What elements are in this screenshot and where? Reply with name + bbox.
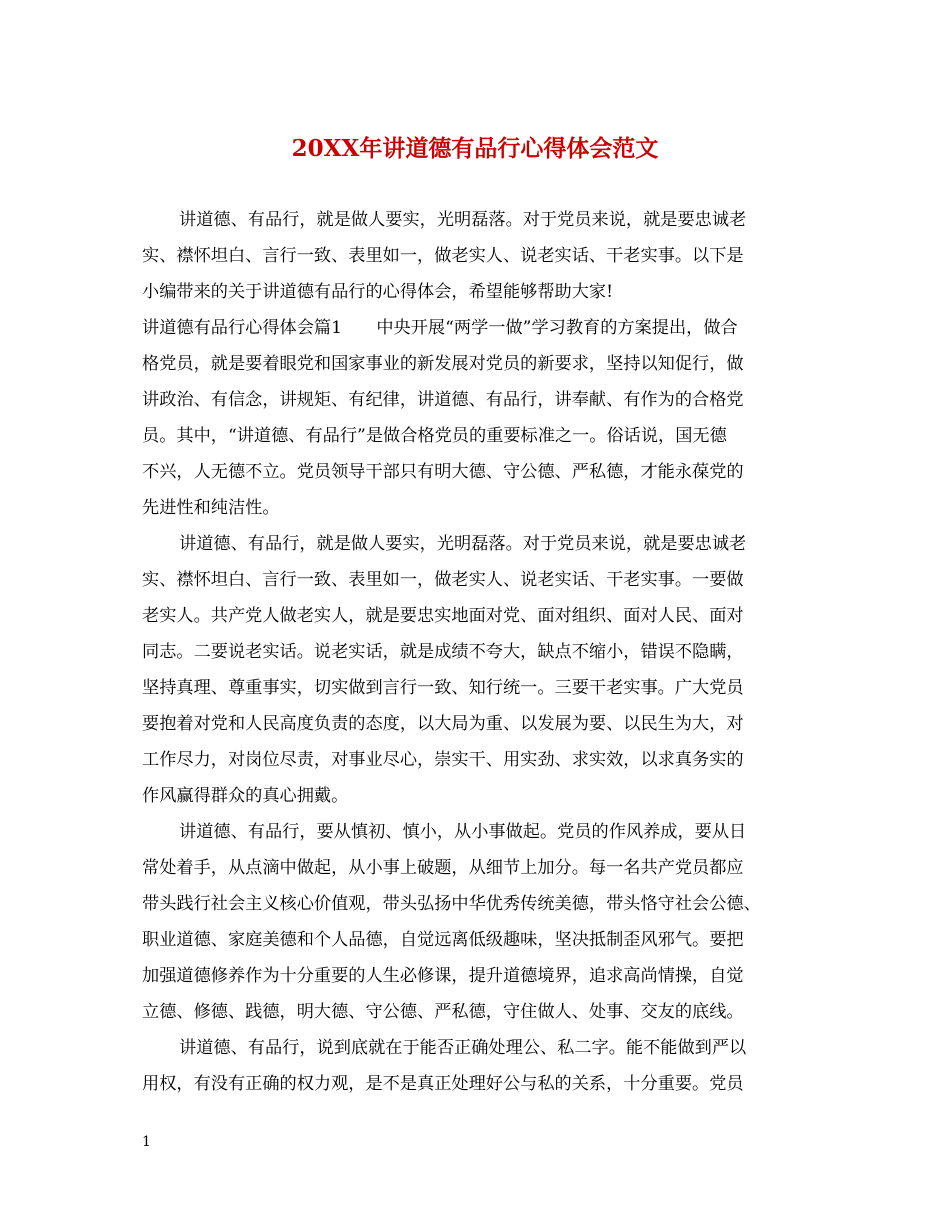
document-title: 20XX年讲道德有品行心得体会范文 — [291, 135, 659, 162]
body-line: 先进性和纯洁性。 — [142, 498, 280, 518]
body-line: 讲道德有品行心得体会篇1 中央开展“两学一做”学习教育的方案提出，做合 — [142, 318, 738, 338]
body-line: 用权，有没有正确的权力观，是不是真正处理好公与私的关系，十分重要。党员 — [142, 1074, 744, 1094]
body-line: 实、襟怀坦白、言行一致、表里如一，做老实人、说老实话、干老实事。一要做 — [142, 570, 744, 590]
page-number: 1 — [142, 1134, 151, 1150]
body-line: 立德、修德、践德，明大德、守公德、严私德，守住做人、处事、交友的底线。 — [142, 1002, 744, 1022]
body-line: 不兴，人无德不立。党员领导干部只有明大德、守公德、严私德，才能永葆党的 — [142, 462, 744, 482]
body-line: 员。其中，“讲道德、有品行”是做合格党员的重要标准之一。俗话说，国无德 — [142, 426, 727, 446]
body-line: 作风赢得群众的真心拥戴。 — [142, 786, 349, 806]
body-line: 加强道德修养作为十分重要的人生必修课，提升道德境界，追求高尚情操，自觉 — [142, 966, 744, 986]
body-line: 格党员，就是要着眼党和国家事业的新发展对党员的新要求，坚持以知促行，做 — [142, 354, 744, 374]
body-line: 实、襟怀坦白、言行一致、表里如一，做老实人、说老实话、干老实事。以下是 — [142, 246, 744, 266]
document-body — [142, 202, 827, 1102]
body-line: 同志。二要说老实话。说老实话，就是成绩不夸大，缺点不缩小，错误不隐瞒， — [142, 642, 744, 662]
body-line: 职业道德、家庭美德和个人品德，自觉远离低级趣味，坚决抵制歪风邪气。要把 — [142, 930, 744, 950]
body-line: 讲政治、有信念，讲规矩、有纪律，讲道德、有品行，讲奉献、有作为的合格党 — [142, 390, 744, 410]
body-line: 讲道德、有品行，就是做人要实，光明磊落。对于党员来说，就是要忠诚老 — [179, 210, 747, 230]
body-line: 带头践行社会主义核心价值观，带头弘扬中华优秀传统美德，带头恪守社会公德、 — [142, 894, 761, 914]
body-line: 讲道德、有品行，就是做人要实，光明磊落。对于党员来说，就是要忠诚老 — [179, 534, 747, 554]
body-line: 坚持真理、尊重事实，切实做到言行一致、知行统一。三要干老实事。广大党员 — [142, 678, 744, 698]
body-line: 老实人。共产党人做老实人，就是要忠实地面对党、面对组织、面对人民、面对 — [142, 606, 744, 626]
body-line: 工作尽力，对岗位尽责，对事业尽心，崇实干、用实劲、求实效，以求真务实的 — [142, 750, 744, 770]
body-line: 小编带来的关于讲道德有品行的心得体会，希望能够帮助大家! — [142, 282, 613, 302]
body-line: 讲道德、有品行，要从慎初、慎小，从小事做起。党员的作风养成，要从日 — [179, 822, 747, 842]
body-line: 要抱着对党和人民高度负责的态度，以大局为重、以发展为要、以民生为大，对 — [142, 714, 744, 734]
body-line: 常处着手，从点滴中做起，从小事上破题，从细节上加分。每一名共产党员都应 — [142, 858, 744, 878]
body-line: 讲道德、有品行，说到底就在于能否正确处理公、私二字。能不能做到严以 — [179, 1038, 747, 1058]
